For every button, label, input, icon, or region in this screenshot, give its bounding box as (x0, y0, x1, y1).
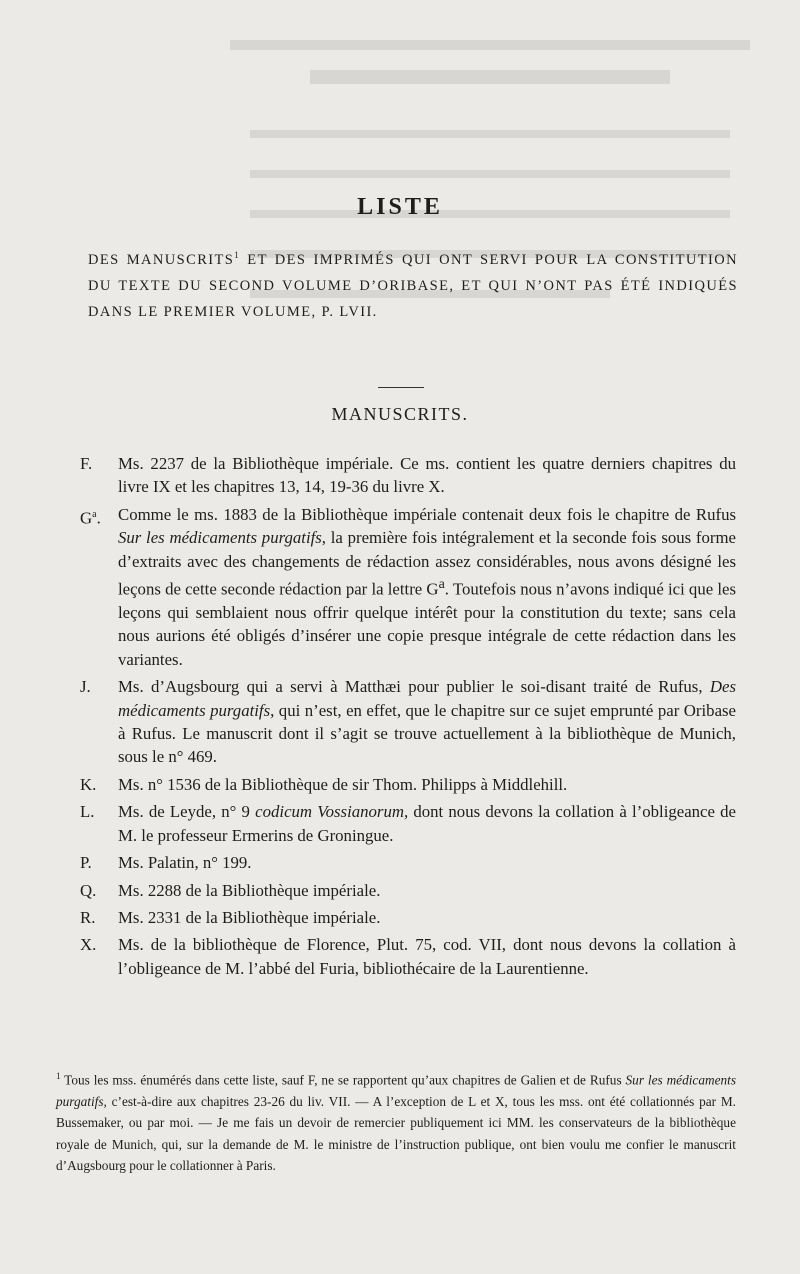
siglum-letter: G (80, 508, 93, 528)
manuscript-list (80, 452, 736, 984)
subtitle-part2: ET DES IMPRIMÉS QUI ONT SERVI POUR LA CONSTITUTION DU TEXTE DU SECOND VOLUME D’ORIBASE, ET QUI N’ONT PAS ÉTÉ INDIQUÉS DANS LE PREMIER VOLUME, P. LVII. (88, 251, 738, 320)
entry-siglum: P. (80, 853, 92, 873)
entry-siglum: L. (80, 802, 95, 822)
entry-text: Ms. 2331 de la Bibliothèque impériale. (118, 907, 381, 927)
entry-q (80, 879, 736, 902)
entry-text-part2: , la première fois intégralement et la seconde fois sous forme d’extraits avec des changements de rédaction assez considérables, nous avons désigné les leçons de cette seconde rédaction par la lettre G (118, 528, 736, 599)
entry-text: Ms. Palatin, n° 199. (118, 853, 252, 873)
page-title: LISTE (357, 194, 443, 220)
entry-f (80, 452, 736, 499)
footnote-mark: 1 (56, 1071, 61, 1081)
footnote-text-part1: Tous les mss. énumérés dans cette liste, sauf F, ne se rapportent qu’aux chapitres de Galien et de Rufus (60, 1072, 626, 1088)
separator-rule (378, 387, 424, 388)
entry-text-part1: Ms. d’Augsbourg qui a servi à Matthæi pour publier le soi-disant traité de Rufus, (118, 677, 710, 697)
entry-siglum: K. (80, 774, 97, 794)
entry-l (80, 800, 736, 847)
siglum-suffix: . (96, 508, 101, 528)
entry-k (80, 773, 736, 796)
entry-x (80, 933, 736, 980)
footnote-text-part2: c’est-à-dire aux chapitres 23-26 du liv. VII. — A l’exception de L et X, tous les mss. ont été collationnés par M. Bussemaker, ou par moi. — Je me fais un devoir de remercier publiquement ici MM. les conservateurs de la bibliothèque royale de Munich, qui, sur la demande de M. le ministre de l’instruction publique, ont bien voulu me confier le manuscrit d’Augsbourg pour le collationner à Paris. (56, 1093, 736, 1174)
entry-text: Ms. de la bibliothèque de Florence, Plut. 75, cod. VII, dont nous devons la collation à l’obligeance de M. l’abbé del Furia, bibliothécaire de la Laurentienne. (118, 935, 736, 978)
entry-text-part2: , qui n’est, en effet, que le chapitre sur ce sujet emprunté par Oribase à Rufus. Le manuscrit dont il s’agit se trouve actuellement à la bibliothèque de Munich, sous le n° 469. (118, 700, 736, 767)
entry-italic-title: codicum Vossianorum, (255, 802, 409, 822)
entry-p (80, 851, 736, 874)
subtitle-part1: DES MANUSCRITS (88, 251, 235, 268)
entry-siglum: R. (80, 907, 96, 927)
entry-siglum: F. (80, 454, 93, 473)
entry-siglum: Q. (80, 880, 97, 900)
entry-italic-title: Des médicaments purgatifs (118, 677, 736, 720)
entry-j (80, 675, 736, 769)
entry-text-part1: Comme le ms. 1883 de la Bibliothèque impériale contenait deux fois le chapitre de Rufus (118, 504, 736, 524)
entry-text: Ms. 2237 de la Bibliothèque impériale. Ce ms. contient les quatre derniers chapitres du livre IX et les chapitres 13, 14, 19-36 du livre X. (118, 454, 736, 497)
entry-text: Ms. 2288 de la Bibliothèque impériale. (118, 880, 381, 900)
footnote-italic-title: Sur les médicaments purgatifs, (56, 1072, 736, 1109)
entry-text-part1: Ms. de Leyde, n° 9 (118, 802, 256, 822)
entry-r (80, 906, 736, 929)
page-subtitle (88, 242, 738, 325)
entry-italic-title: Sur les médicaments purgatifs (118, 528, 322, 548)
entry-text-part2: dont nous devons la collation à l’obligeance de M. le professeur Ermerins de Groningue. (118, 802, 736, 845)
entry-siglum (80, 503, 116, 530)
entry-text: Ms. n° 1536 de la Bibliothèque de sir Thom. Philipps à Middlehill. (118, 774, 568, 794)
subtitle-note-mark: 1 (234, 250, 241, 260)
entry-siglum: X. (80, 935, 97, 955)
entry-siglum: J. (80, 677, 91, 697)
entry-sup: a (438, 577, 445, 593)
section-title: MANUSCRITS. (331, 404, 469, 424)
siglum-sup: a (92, 508, 97, 520)
entry-text-part3: . Toutefois nous n’avons indiqué ici que les leçons qui semblaient nous offrir quelque intérêt pour la constitution du texte; sans cela nous aurions été obligés d’insérer une copie presque intégrale de cette rédaction dans les variantes. (118, 579, 736, 669)
entry-ga (80, 503, 736, 671)
footnote (56, 1066, 736, 1176)
